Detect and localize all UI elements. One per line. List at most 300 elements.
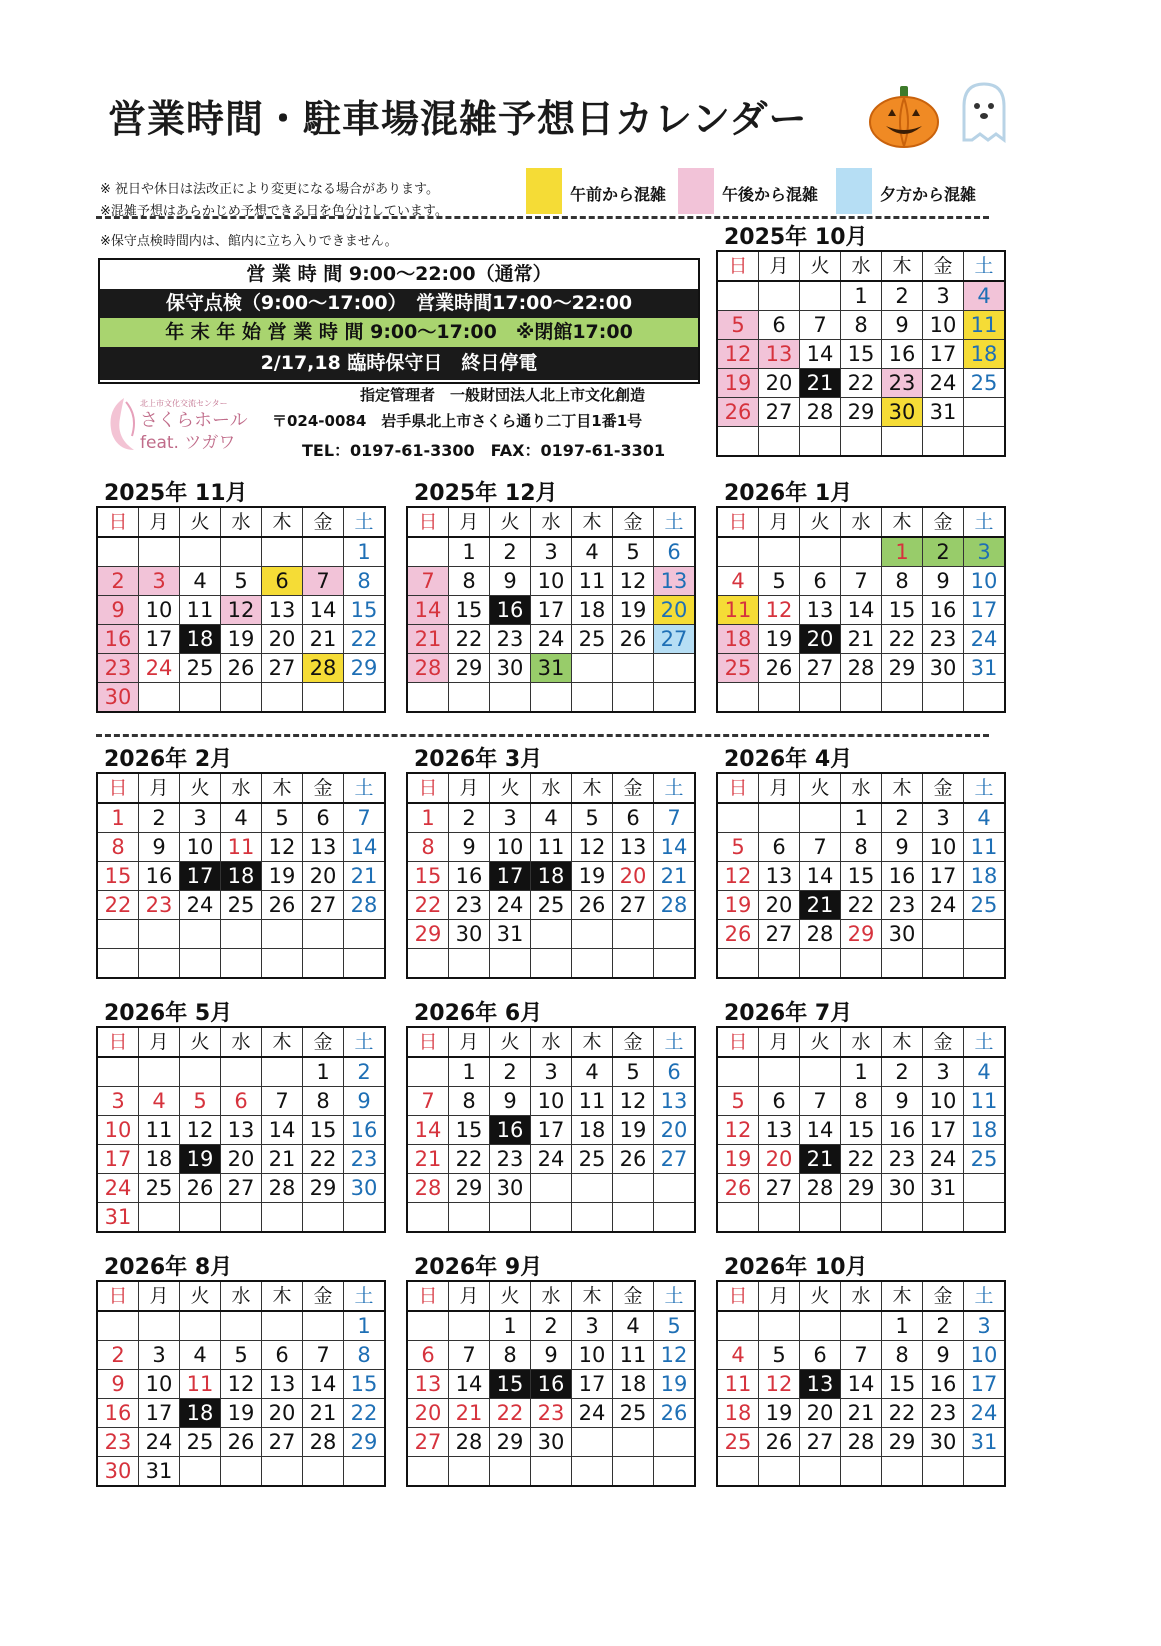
empty-cell [407,1311,449,1341]
weekday-header: 水 [531,1027,572,1057]
empty-cell [717,1457,759,1487]
weekday-header: 月 [139,1281,180,1311]
day-cell: 2 [490,537,531,567]
day-cell: 17 [923,862,964,891]
day-cell: 14 [841,1370,882,1399]
day-cell: 25 [717,1428,759,1457]
empty-cell [262,683,303,713]
weekday-header: 木 [572,507,613,537]
day-cell: 22 [303,1145,344,1174]
day-cell: 13 [800,1370,841,1399]
day-cell: 23 [882,369,923,398]
calendar-grid [406,1280,696,1487]
empty-cell [759,1457,800,1487]
day-cell: 15 [882,1370,923,1399]
weekday-header: 木 [262,773,303,803]
day-cell: 2 [344,1057,386,1087]
weekday-header: 火 [800,1281,841,1311]
day-cell: 23 [139,891,180,920]
weekday-header: 金 [613,1027,654,1057]
empty-cell [654,949,696,979]
empty-cell [262,1311,303,1341]
calendar-grid [96,1280,386,1487]
empty-cell [262,1457,303,1487]
day-cell: 26 [654,1399,696,1428]
weekday-header: 水 [221,1027,262,1057]
day-cell: 30 [882,398,923,427]
weekday-header: 土 [654,1281,696,1311]
day-cell: 4 [964,803,1006,833]
empty-cell [882,1457,923,1487]
day-cell: 3 [923,1057,964,1087]
empty-cell [923,920,964,949]
day-cell: 12 [221,596,262,625]
day-cell: 5 [221,567,262,596]
empty-cell [180,537,221,567]
day-cell: 6 [613,803,654,833]
day-cell: 16 [882,1116,923,1145]
day-cell: 4 [613,1311,654,1341]
day-cell: 4 [180,1341,221,1370]
month-title: 2026年 9月 [414,1255,543,1280]
weekday-header: 日 [97,773,139,803]
day-cell: 2 [449,803,490,833]
empty-cell [613,1174,654,1203]
empty-cell [221,537,262,567]
day-cell: 18 [717,625,759,654]
day-cell: 25 [531,891,572,920]
day-cell: 9 [97,1370,139,1399]
day-cell: 2 [139,803,180,833]
day-cell: 9 [923,1341,964,1370]
day-cell: 31 [531,654,572,683]
day-cell: 22 [882,625,923,654]
day-cell: 18 [964,340,1006,369]
day-cell: 30 [97,1457,139,1487]
empty-cell [759,1203,800,1233]
day-cell: 30 [923,654,964,683]
weekday-header: 金 [613,507,654,537]
day-cell: 22 [449,625,490,654]
empty-cell [613,683,654,713]
day-cell: 26 [221,654,262,683]
day-cell: 16 [97,1399,139,1428]
month-title: 2026年 2月 [104,747,233,772]
empty-cell [882,427,923,457]
weekday-header: 水 [841,1027,882,1057]
month-title: 2026年 4月 [724,747,853,772]
calendar-grid [406,506,696,713]
day-cell: 20 [407,1399,449,1428]
day-cell: 21 [654,862,696,891]
day-cell: 26 [759,1428,800,1457]
day-cell: 8 [841,833,882,862]
pumpkin-icon [868,84,940,148]
empty-cell [654,1203,696,1233]
empty-cell [759,537,800,567]
day-cell: 4 [964,281,1006,311]
weekday-header: 金 [303,507,344,537]
day-cell: 19 [262,862,303,891]
day-cell: 14 [449,1370,490,1399]
empty-cell [97,920,139,949]
weekday-header: 火 [180,1027,221,1057]
day-cell: 30 [449,920,490,949]
day-cell: 3 [490,803,531,833]
day-cell: 29 [841,398,882,427]
empty-cell [923,1457,964,1487]
day-cell: 28 [841,1428,882,1457]
day-cell: 16 [882,862,923,891]
empty-cell [180,683,221,713]
empty-cell [654,654,696,683]
day-cell: 17 [531,596,572,625]
day-cell: 16 [923,596,964,625]
empty-cell [344,949,386,979]
month-title: 2026年 8月 [104,1255,233,1280]
month-title: 2026年 5月 [104,1001,233,1026]
day-cell: 30 [923,1428,964,1457]
empty-cell [180,920,221,949]
day-cell: 23 [923,1399,964,1428]
day-cell: 3 [139,567,180,596]
day-cell: 3 [139,1341,180,1370]
logo-small-text: 北上市文化交流センター [140,399,228,408]
empty-cell [841,1457,882,1487]
note-holiday: ※ 祝日や休日は法改正により変更になる場合があります。 [100,182,439,197]
day-cell: 13 [759,1116,800,1145]
day-cell: 9 [882,1087,923,1116]
day-cell: 26 [613,1145,654,1174]
day-cell: 6 [759,1087,800,1116]
empty-cell [841,683,882,713]
day-cell: 7 [800,833,841,862]
empty-cell [344,920,386,949]
month-title: 2026年 1月 [724,481,853,506]
empty-cell [449,683,490,713]
day-cell: 5 [759,1341,800,1370]
empty-cell [717,281,759,311]
day-cell: 31 [490,920,531,949]
day-cell: 24 [964,1399,1006,1428]
day-cell: 22 [841,369,882,398]
day-cell: 5 [180,1087,221,1116]
day-cell: 22 [344,1399,386,1428]
empty-cell [97,949,139,979]
weekday-header: 月 [139,1027,180,1057]
empty-cell [923,427,964,457]
day-cell: 6 [800,1341,841,1370]
empty-cell [800,281,841,311]
day-cell: 7 [303,1341,344,1370]
day-cell: 7 [344,803,386,833]
empty-cell [97,537,139,567]
empty-cell [800,1203,841,1233]
day-cell: 15 [882,596,923,625]
day-cell: 18 [572,1116,613,1145]
day-cell: 9 [531,1341,572,1370]
month-title: 2026年 7月 [724,1001,853,1026]
day-cell: 6 [221,1087,262,1116]
day-cell: 13 [654,1087,696,1116]
empty-cell [344,1203,386,1233]
day-cell: 11 [139,1116,180,1145]
day-cell: 10 [97,1116,139,1145]
day-cell: 8 [303,1087,344,1116]
weekday-header: 金 [923,507,964,537]
weekday-header: 土 [344,1027,386,1057]
empty-cell [759,427,800,457]
weekday-header: 火 [800,1027,841,1057]
month-title: 2026年 3月 [414,747,543,772]
empty-cell [303,1203,344,1233]
day-cell: 9 [344,1087,386,1116]
legend-label-evening: 夕方から混雑 [880,185,977,204]
day-cell: 20 [759,1145,800,1174]
day-cell: 25 [964,891,1006,920]
day-cell: 15 [841,340,882,369]
weekday-header: 土 [964,1281,1006,1311]
day-cell: 20 [759,369,800,398]
day-cell: 19 [221,1399,262,1428]
day-cell: 5 [572,803,613,833]
day-cell: 2 [490,1057,531,1087]
day-cell: 3 [964,1311,1006,1341]
empty-cell [449,949,490,979]
empty-cell [490,1457,531,1487]
day-cell: 25 [139,1174,180,1203]
day-cell: 22 [882,1399,923,1428]
weekday-header: 木 [572,1281,613,1311]
empty-cell [759,683,800,713]
day-cell: 1 [882,537,923,567]
day-cell: 21 [841,625,882,654]
day-cell: 20 [613,862,654,891]
day-cell: 18 [717,1399,759,1428]
day-cell: 13 [303,833,344,862]
empty-cell [800,1311,841,1341]
day-cell: 3 [97,1087,139,1116]
day-cell: 27 [759,398,800,427]
day-cell: 1 [344,1311,386,1341]
day-cell: 4 [572,537,613,567]
weekday-header: 火 [490,1027,531,1057]
empty-cell [490,949,531,979]
weekday-header: 金 [923,1281,964,1311]
day-cell: 26 [262,891,303,920]
day-cell: 12 [654,1341,696,1370]
day-cell: 14 [303,596,344,625]
empty-cell [654,683,696,713]
day-cell: 24 [923,1145,964,1174]
day-cell: 9 [923,567,964,596]
day-cell: 17 [139,625,180,654]
weekday-header: 日 [407,773,449,803]
day-cell: 23 [882,891,923,920]
day-cell: 27 [407,1428,449,1457]
empty-cell [221,1057,262,1087]
day-cell: 10 [572,1341,613,1370]
day-cell: 19 [654,1370,696,1399]
weekday-header: 日 [97,1281,139,1311]
weekday-header: 日 [717,251,759,281]
empty-cell [572,949,613,979]
logo-main-text: さくらホール [140,410,248,431]
empty-cell [923,949,964,979]
empty-cell [407,949,449,979]
day-cell: 2 [923,537,964,567]
day-cell: 17 [923,1116,964,1145]
empty-cell [964,398,1006,427]
page-title: 営業時間・駐車場混雑予想日カレンダー [108,97,808,141]
empty-cell [613,1428,654,1457]
day-cell: 10 [923,311,964,340]
day-cell: 5 [759,567,800,596]
empty-cell [964,949,1006,979]
day-cell: 20 [800,625,841,654]
day-cell: 29 [449,1174,490,1203]
day-cell: 18 [221,862,262,891]
empty-cell [407,1203,449,1233]
day-cell: 11 [572,567,613,596]
empty-cell [841,427,882,457]
day-cell: 6 [654,1057,696,1087]
day-cell: 20 [654,596,696,625]
empty-cell [262,537,303,567]
day-cell: 28 [303,1428,344,1457]
empty-cell [303,537,344,567]
day-cell: 4 [221,803,262,833]
day-cell: 13 [654,567,696,596]
empty-cell [572,1428,613,1457]
day-cell: 18 [964,1116,1006,1145]
empty-cell [303,683,344,713]
empty-cell [613,654,654,683]
day-cell: 11 [531,833,572,862]
day-cell: 27 [262,654,303,683]
day-cell: 24 [531,625,572,654]
weekday-header: 火 [180,507,221,537]
day-cell: 24 [923,369,964,398]
hours-outage: 2/17,18 臨時保守日 終日停電 [100,347,698,380]
day-cell: 10 [490,833,531,862]
day-cell: 12 [572,833,613,862]
day-cell: 12 [613,1087,654,1116]
day-cell: 26 [759,654,800,683]
day-cell: 2 [882,803,923,833]
day-cell: 7 [407,567,449,596]
weekday-header: 土 [964,773,1006,803]
day-cell: 21 [407,625,449,654]
day-cell: 30 [344,1174,386,1203]
day-cell: 14 [407,1116,449,1145]
day-cell: 4 [531,803,572,833]
day-cell: 8 [882,567,923,596]
day-cell: 1 [490,1311,531,1341]
day-cell: 28 [407,1174,449,1203]
day-cell: 8 [97,833,139,862]
calendar-grid [716,506,1006,713]
day-cell: 17 [180,862,221,891]
weekday-header: 木 [572,1027,613,1057]
day-cell: 4 [964,1057,1006,1087]
day-cell: 19 [572,862,613,891]
day-cell: 21 [449,1399,490,1428]
empty-cell [407,1457,449,1487]
day-cell: 8 [882,1341,923,1370]
day-cell: 23 [490,1145,531,1174]
day-cell: 24 [180,891,221,920]
weekday-header: 水 [841,1281,882,1311]
weekday-header: 日 [407,1281,449,1311]
day-cell: 7 [407,1087,449,1116]
day-cell: 28 [800,920,841,949]
empty-cell [964,1457,1006,1487]
weekday-header: 火 [800,773,841,803]
weekday-header: 日 [97,1027,139,1057]
weekday-header: 火 [800,251,841,281]
day-cell: 10 [531,567,572,596]
day-cell: 7 [800,1087,841,1116]
day-cell: 14 [262,1116,303,1145]
logo-feat-text: feat. ツガワ [140,433,236,453]
day-cell: 2 [531,1311,572,1341]
day-cell: 19 [613,1116,654,1145]
day-cell: 15 [490,1370,531,1399]
day-cell: 4 [572,1057,613,1087]
day-cell: 15 [841,1116,882,1145]
day-cell: 5 [613,1057,654,1087]
weekday-header: 土 [344,1281,386,1311]
empty-cell [717,427,759,457]
day-cell: 7 [262,1087,303,1116]
day-cell: 26 [717,398,759,427]
weekday-header: 月 [139,507,180,537]
weekday-header: 月 [139,773,180,803]
day-cell: 15 [407,862,449,891]
day-cell: 13 [759,862,800,891]
day-cell: 7 [841,1341,882,1370]
day-cell: 6 [654,537,696,567]
day-cell: 16 [344,1116,386,1145]
day-cell: 25 [180,1428,221,1457]
day-cell: 16 [882,340,923,369]
day-cell: 21 [303,1399,344,1428]
day-cell: 2 [882,281,923,311]
day-cell: 11 [613,1341,654,1370]
empty-cell [221,920,262,949]
day-cell: 14 [800,340,841,369]
day-cell: 11 [572,1087,613,1116]
day-cell: 11 [221,833,262,862]
weekday-header: 木 [882,251,923,281]
empty-cell [531,1174,572,1203]
day-cell: 30 [490,654,531,683]
day-cell: 12 [717,862,759,891]
empty-cell [139,920,180,949]
empty-cell [531,920,572,949]
day-cell: 7 [800,311,841,340]
day-cell: 7 [654,803,696,833]
empty-cell [572,920,613,949]
empty-cell [964,1203,1006,1233]
day-cell: 23 [923,625,964,654]
day-cell: 31 [139,1457,180,1487]
day-cell: 1 [344,537,386,567]
empty-cell [344,683,386,713]
weekday-header: 土 [964,251,1006,281]
empty-cell [923,683,964,713]
